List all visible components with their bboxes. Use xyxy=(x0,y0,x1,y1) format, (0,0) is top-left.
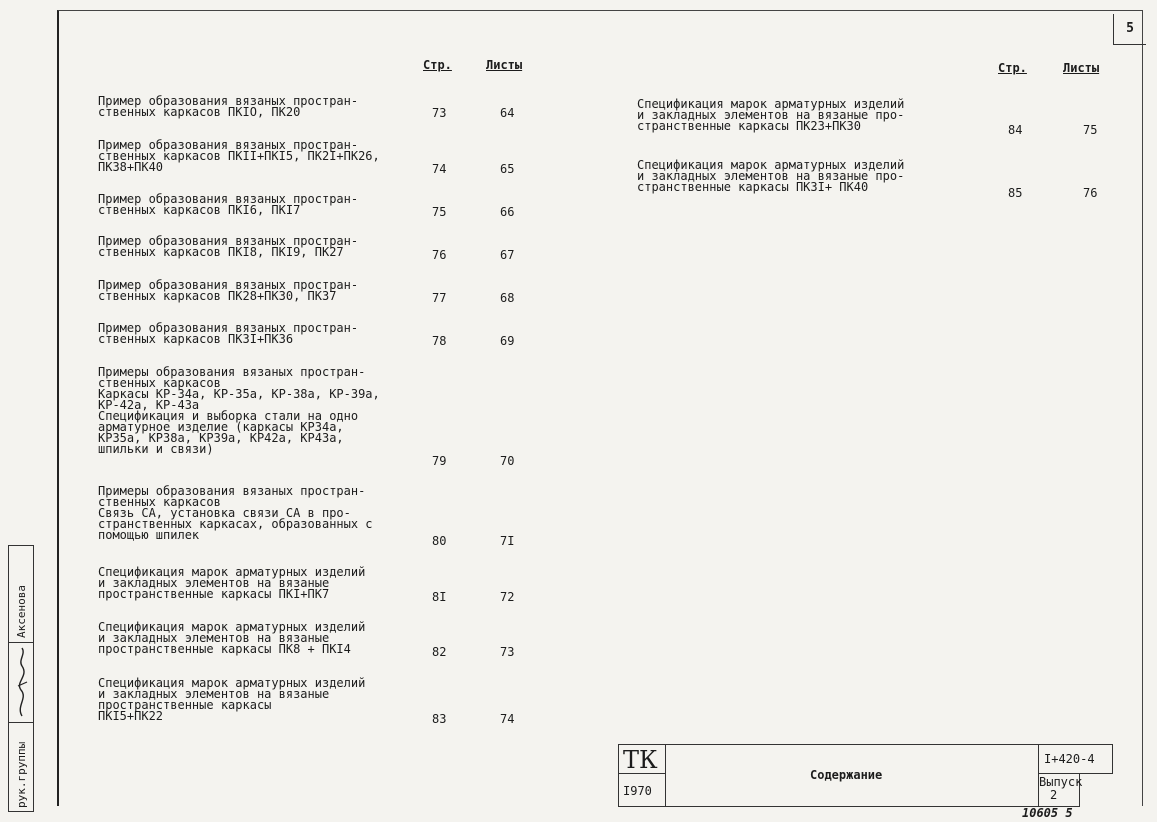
toc-entry-page: 77 xyxy=(432,291,447,305)
toc-entry-page: 80 xyxy=(432,534,447,548)
toc-entry-sheet: 76 xyxy=(1083,186,1098,200)
document-code: I+420-4 xyxy=(1044,752,1095,766)
toc-entry-page: 76 xyxy=(432,248,447,262)
toc-entry-text: Пример образования вязаных простран- ственных каркасов ПКI8, ПКI9, ПК27 xyxy=(98,234,359,259)
toc-entry-page: 85 xyxy=(1008,186,1023,200)
toc-entry-text: Спецификация марок арматурных изделий и закладных элементов на вязаные про- странственные каркасы ПК3I+ ПК40 xyxy=(637,158,905,194)
toc-entry-text: Примеры образования вязаных простран- ственных каркасов Связь СА, установка связи СА в про- странственных каркасах, образованных с помощью шпилек xyxy=(98,484,373,542)
title-block xyxy=(618,744,1113,807)
toc-entry-sheet: 7I xyxy=(500,534,515,548)
issue-label: Выпуск xyxy=(1039,775,1083,789)
toc-entry-page: 74 xyxy=(432,162,447,176)
org-code: ТК xyxy=(623,746,658,774)
toc-entry-text: Примеры образования вязаных простран- ственных каркасов Каркасы КР-34а, КР-35а, КР-38а, КР-39а, КР-42а, КР-43а Спецификация и выборка стали на одно арматурное изделие (каркасы КР34а, КР35а, КР38а, КР39а, КР42а, КР43а, шпильки и связи) xyxy=(98,365,380,456)
toc-entry-sheet: 67 xyxy=(500,248,515,262)
toc-entry-sheet: 66 xyxy=(500,205,515,219)
toc-entry-text: Спецификация марок арматурных изделий и закладных элементов на вязаные пространственные каркасы ПКI+ПК7 xyxy=(98,565,366,601)
document-title: Содержание xyxy=(810,768,883,782)
toc-entry-sheet: 74 xyxy=(500,712,515,726)
approval-stamp xyxy=(8,545,34,812)
toc-entry-sheet: 72 xyxy=(500,590,515,604)
toc-entry-page: 83 xyxy=(432,712,447,726)
toc-entry-text: Пример образования вязаных простран- ственных каркасов ПК3I+ПК36 xyxy=(98,321,359,346)
stamp-role: рук.группы xyxy=(15,741,28,808)
archive-number: 10605 5 xyxy=(1022,806,1073,820)
toc-entry-text: Пример образования вязаных простран- ственных каркасов ПК28+ПК30, ПК37 xyxy=(98,278,359,303)
stamp-name: Аксенова xyxy=(15,585,28,638)
toc-entry-sheet: 75 xyxy=(1083,123,1098,137)
toc-entry-page: 75 xyxy=(432,205,447,219)
toc-entry-sheet: 64 xyxy=(500,106,515,120)
toc-entry-text: Спецификация марок арматурных изделий и закладных элементов на вязаные про- странственные каркасы ПК23+ПК30 xyxy=(637,97,905,133)
toc-entry-sheet: 68 xyxy=(500,291,515,305)
toc-entry-page: 73 xyxy=(432,106,447,120)
year: I970 xyxy=(623,784,652,798)
issue-number: 2 xyxy=(1050,788,1058,802)
toc-entry-sheet: 73 xyxy=(500,645,515,659)
toc-entry-text: Спецификация марок арматурных изделий и закладных элементов на вязаные пространственные каркасы ПКI5+ПК22 xyxy=(98,676,366,723)
left-header-sheets: Листы xyxy=(486,58,523,72)
toc-entry-text: Пример образования вязаных простран- ственных каркасов ПКIO, ПК20 xyxy=(98,94,359,119)
toc-entry-page: 8I xyxy=(432,590,447,604)
toc-entry-sheet: 70 xyxy=(500,454,515,468)
toc-entry-page: 82 xyxy=(432,645,447,659)
toc-entry-page: 78 xyxy=(432,334,447,348)
toc-entry-page: 84 xyxy=(1008,123,1023,137)
toc-entry-text: Пример образования вязаных простран- ственных каркасов ПКI6, ПКI7 xyxy=(98,192,359,217)
toc-entry-sheet: 65 xyxy=(500,162,515,176)
right-header-sheets: Листы xyxy=(1063,61,1100,75)
signature-mark xyxy=(12,646,32,718)
toc-entry-sheet: 69 xyxy=(500,334,515,348)
toc-entry-text: Пример образования вязаных простран- ственных каркасов ПКII+ПКI5, ПК2I+ПК26, ПК38+ПК40 xyxy=(98,138,380,174)
toc-entry-page: 79 xyxy=(432,454,447,468)
page-number: 5 xyxy=(1113,14,1146,45)
right-header-page: Стр. xyxy=(998,61,1027,75)
left-header-page: Стр. xyxy=(423,58,452,72)
toc-entry-text: Спецификация марок арматурных изделий и закладных элементов на вязаные пространственные каркасы ПК8 + ПКI4 xyxy=(98,620,366,656)
